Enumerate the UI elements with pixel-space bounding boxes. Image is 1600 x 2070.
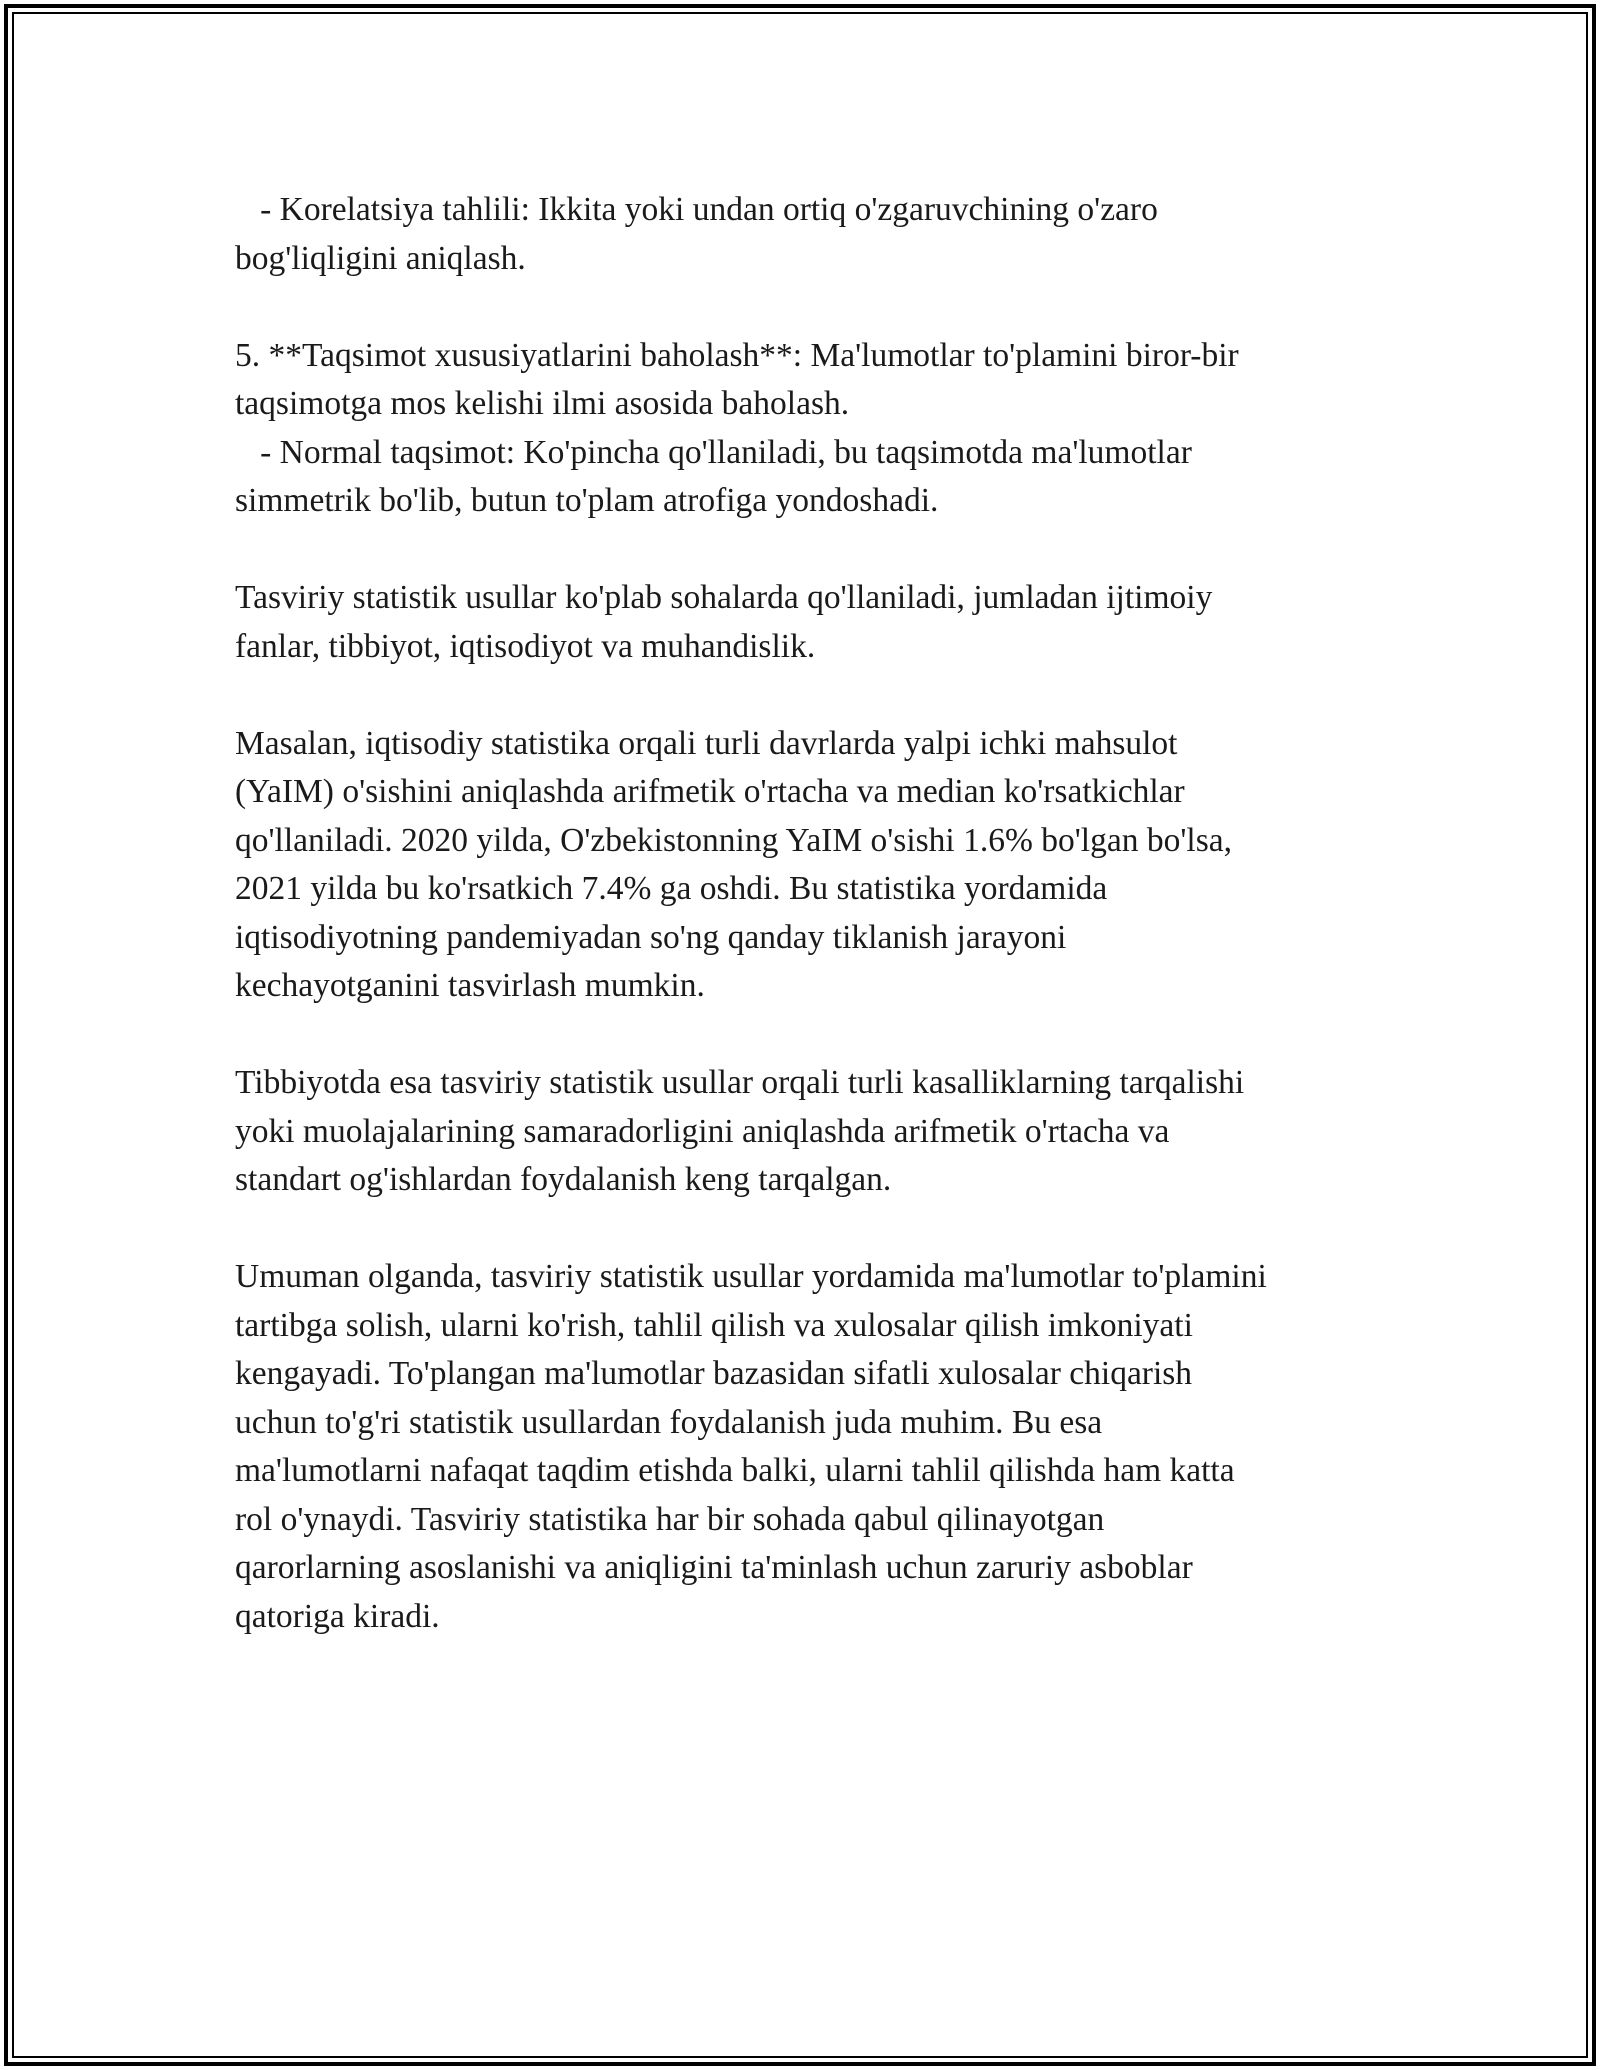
text-line: qatoriga kiradi. [235,1597,440,1635]
text-line: fanlar, tibbiyot, iqtisodiyot va muhandislik. [235,627,816,665]
text-line: - Korelatsiya tahlili: Ikkita yoki undan ortiq o'zgaruvchining o'zaro [235,191,1158,228]
paragraph-correlation-analysis [235,186,1395,283]
document-body [235,186,1395,1690]
text-line: (YaIM) o'sishini aniqlashda arifmetik o'rtacha va median ko'rsatkichlar [235,773,1185,810]
text-line: bog'liqligini aniqlash. [235,239,526,277]
text-line: Masalan, iqtisodiy statistika orqali turli davrlarda yalpi ichki mahsulot [235,724,1178,762]
text-line: simmetrik bo'lib, butun to'plam atrofiga yondoshadi. [235,482,939,519]
paragraph-conclusion [235,1253,1395,1641]
text-line: rol o'ynaydi. Tasviriy statistika har bir sohada qabul qilinayotgan [235,1500,1105,1538]
paragraph-medical-example [235,1059,1395,1205]
text-line: ma'lumotlarni nafaqat taqdim etishda balki, ularni tahlil qilishda ham katta [235,1452,1235,1489]
text-line: Tibbiyotda esa tasviriy statistik usullar orqali turli kasalliklarning tarqalishi [235,1064,1245,1101]
text-line: Umuman olganda, tasviriy statistik usullar yordamida ma'lumotlar to'plamini [235,1258,1267,1295]
text-line: Tasviriy statistik usullar ko'plab sohalarda qo'llaniladi, jumladan ijtimoiy [235,579,1213,616]
text-line: iqtisodiyotning pandemiyadan so'ng qanday tiklanish jarayoni [235,918,1067,956]
text-line: - Normal taqsimot: Ko'pincha qo'llaniladi, bu taqsimotda ma'lumotlar [235,433,1192,471]
text-line: yoki muolajalarining samaradorligini aniqlashda arifmetik o'rtacha va [235,1112,1170,1150]
paragraph-application-fields [235,574,1395,671]
text-line: standart og'ishlardan foydalanish keng tarqalgan. [235,1161,892,1198]
text-line: 5. **Taqsimot xususiyatlarini baholash**: Ma'lumotlar to'plamini biror-bir [235,336,1239,374]
text-line: kechayotganini tasvirlash mumkin. [235,967,705,1004]
text-line: kengayadi. To'plangan ma'lumotlar bazasidan sifatli xulosalar chiqarish [235,1355,1193,1392]
text-line: qo'llaniladi. 2020 yilda, O'zbekistonning YaIM o'sishi 1.6% bo'lgan bo'lsa, [235,821,1232,859]
text-line: tartibga solish, ularni ko'rish, tahlil qilish va xulosalar qilish imkoniyati [235,1306,1193,1344]
paragraph-economic-example [235,720,1395,1011]
text-line: qarorlarning asoslanishi va aniqligini ta'minlash uchun zaruriy asboblar [235,1549,1193,1586]
text-line: uchun to'g'ri statistik usullardan foydalanish juda muhim. Bu esa [235,1403,1103,1441]
paragraph-distribution-properties [235,332,1395,526]
text-line: 2021 yilda bu ko'rsatkich 7.4% ga oshdi. Bu statistika yordamida [235,870,1108,907]
text-line: taqsimotga mos kelishi ilmi asosida baholash. [235,385,850,422]
